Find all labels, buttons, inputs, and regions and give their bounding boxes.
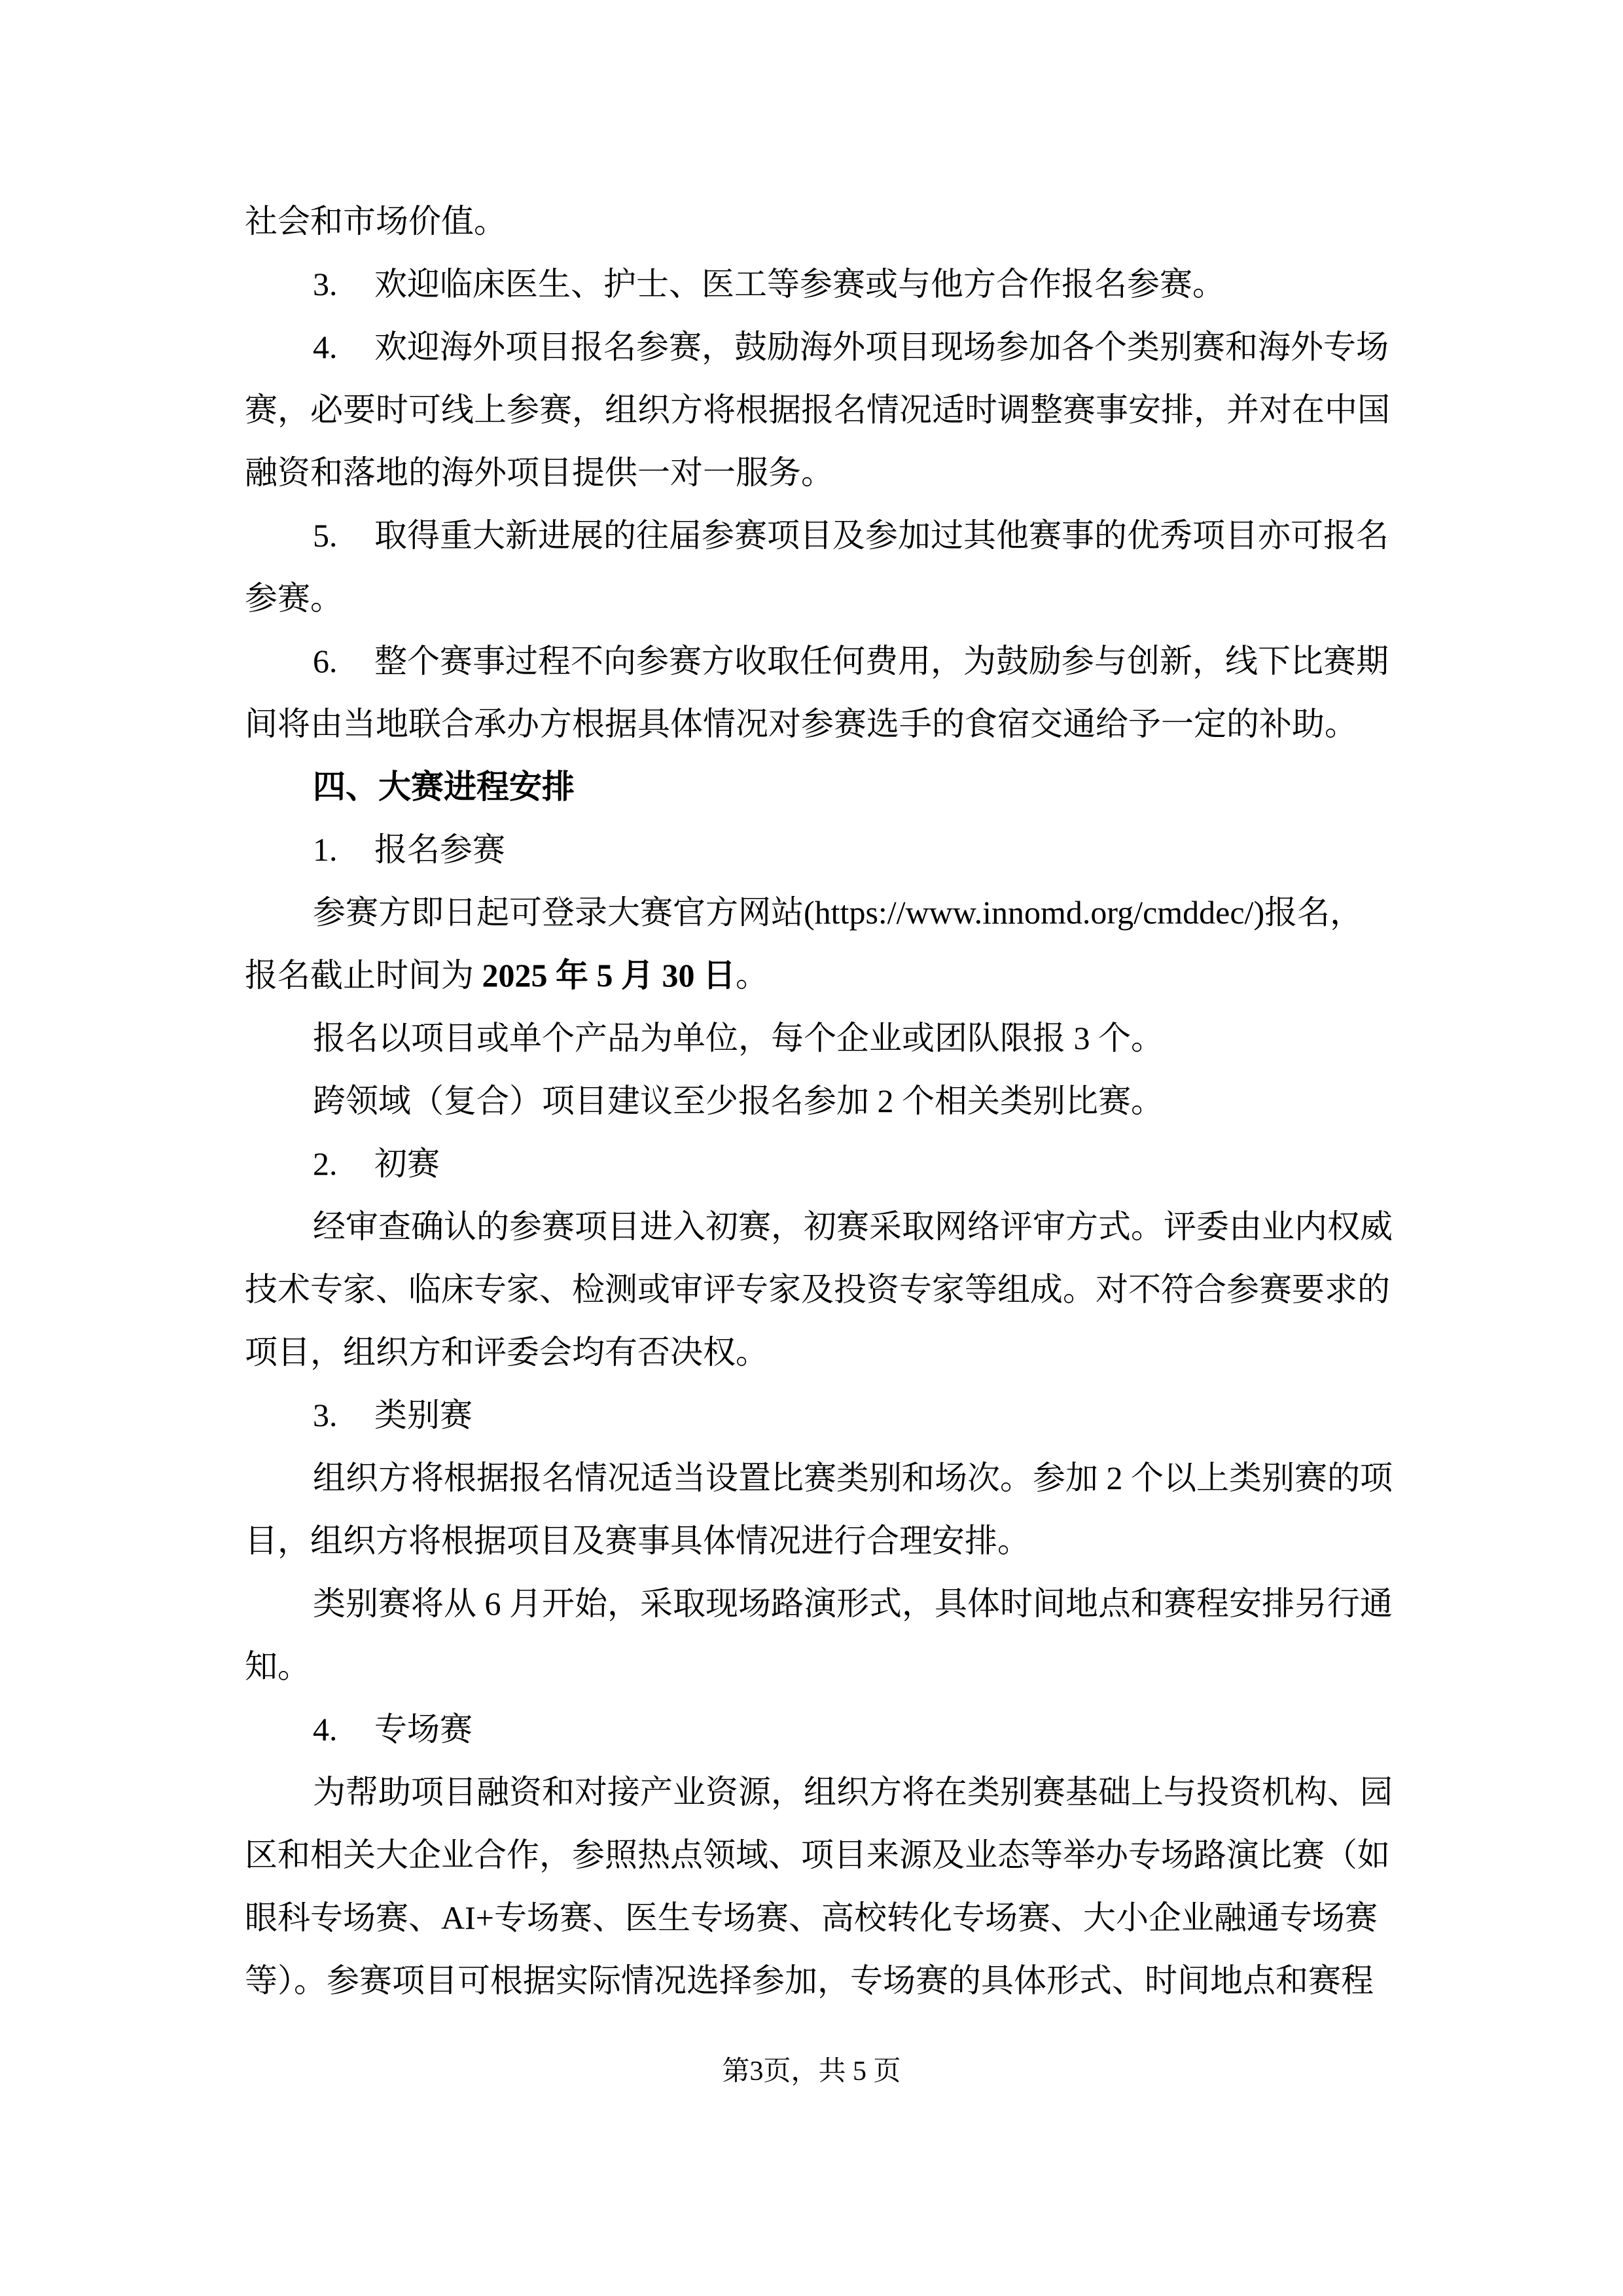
page-number: 第3页，共 5 页 — [722, 2056, 901, 2087]
list-number: 6. — [313, 643, 338, 679]
text-line — [245, 567, 1385, 630]
list-number: 4. — [313, 329, 338, 365]
text-run: 类别赛将从 6 月开始，采取现场路演形式，具体时间地点和赛程安排另行通 — [313, 1585, 1393, 1622]
text-run: 初赛 — [374, 1145, 440, 1182]
list-number: 3. — [313, 266, 338, 302]
text-line — [245, 1635, 1385, 1698]
text-run: 间将由当地联合承办方根据具体情况对参赛选手的食宿交通给予一定的补助。 — [245, 706, 1357, 742]
text-run: 类别赛 — [374, 1397, 473, 1433]
text-run: )报名， — [1253, 894, 1363, 931]
text-run: 报名以项目或单个产品为单位，每个企业或团队限报 3 个。 — [313, 1020, 1164, 1056]
text-run: 项目，组织方和评委会均有否决权。 — [245, 1334, 768, 1371]
text-run: 参赛。 — [245, 580, 343, 617]
text-run: 参赛方即日起可登录大赛官方网站( — [313, 894, 815, 931]
text-line — [245, 1572, 1393, 1635]
text-line — [245, 944, 1385, 1007]
text-run: 整个赛事过程不向参赛方收取任何费用，为鼓励参与创新，线下比赛期 — [374, 643, 1389, 679]
text-run: 等）。参赛项目可根据实际情况选择参加，专场赛的具体形式、时间地点和赛程 — [245, 1962, 1374, 1999]
text-run: 融资和落地的海外项目提供一对一服务。 — [245, 454, 834, 491]
text-run: 区和相关大企业合作，参照热点领域、项目来源及业态等举办专场路演比赛（如 — [245, 1837, 1390, 1873]
text-run: 取得重大新进展的往届参赛项目及参加过其他赛事的优秀项目亦可报名 — [374, 517, 1389, 554]
page-footer — [0, 2051, 1623, 2092]
text-run: 眼科专场赛、AI+专场赛、医生专场赛、高校转化专场赛、大小企业融通专场赛 — [245, 1899, 1378, 1936]
text-run: 欢迎临床医生、护士、医工等参赛或与他方合作报名参赛。 — [374, 266, 1225, 302]
text-line — [245, 1509, 1385, 1572]
text-run: 为帮助项目融资和对接产业资源，组织方将在类别赛基础上与投资机构、园 — [313, 1774, 1393, 1810]
text-run: 跨领域（复合）项目建议至少报名参加 2 个相关类别比赛。 — [313, 1083, 1164, 1119]
competition-website-link[interactable]: https://www.innomd.org/cmddec/ — [814, 894, 1254, 931]
document-body — [245, 190, 1393, 2012]
text-run: 赛，必要时可线上参赛，组织方将根据报名情况适时调整赛事安排，并对在中国 — [245, 391, 1390, 428]
numbered-item — [245, 818, 1385, 881]
text-line — [245, 190, 1385, 253]
numbered-item — [245, 1384, 1385, 1446]
text-line — [245, 1321, 1385, 1384]
text-line — [245, 441, 1385, 504]
list-number: 1. — [313, 831, 338, 868]
text-line — [245, 1761, 1393, 1823]
text-run: 目，组织方将根据项目及赛事具体情况进行合理安排。 — [245, 1522, 1030, 1559]
text-line — [245, 378, 1390, 441]
text-run: 经审查确认的参赛项目进入初赛，初赛采取网络评审方式。评委由业内权威 — [313, 1208, 1393, 1245]
list-number: 4. — [313, 1711, 338, 1748]
text-line — [245, 1949, 1385, 2012]
registration-deadline: 2025 年 5 月 30 日 — [482, 957, 736, 994]
text-line — [245, 881, 1385, 944]
text-run: 知。 — [245, 1648, 310, 1685]
text-line — [245, 1823, 1390, 1886]
text-line — [245, 1195, 1393, 1258]
text-line — [245, 1886, 1385, 1949]
numbered-item — [245, 630, 1389, 692]
list-number: 5. — [313, 517, 338, 554]
text-line — [245, 1069, 1385, 1132]
text-run: 专场赛 — [374, 1711, 473, 1748]
text-run: 欢迎海外项目报名参赛，鼓励海外项目现场参加各个类别赛和海外专场 — [374, 329, 1389, 365]
section-heading — [245, 755, 1385, 818]
text-line — [245, 1446, 1393, 1509]
text-line — [245, 1007, 1385, 1069]
numbered-item — [245, 315, 1389, 378]
text-line — [245, 1258, 1390, 1321]
text-line — [245, 692, 1385, 755]
text-run: 社会和市场价值。 — [245, 203, 507, 240]
text-run: 组织方将根据报名情况适当设置比赛类别和场次。参加 2 个以上类别赛的项 — [313, 1460, 1393, 1496]
section-heading-text: 四、大赛进程安排 — [313, 768, 575, 805]
numbered-item — [245, 1698, 1385, 1761]
numbered-item — [245, 253, 1385, 315]
numbered-item — [245, 504, 1389, 567]
list-number: 2. — [313, 1145, 338, 1182]
numbered-item — [245, 1132, 1385, 1195]
text-run: 报名截止时间为 — [245, 957, 482, 994]
text-run: 。 — [736, 957, 768, 994]
text-run: 技术专家、临床专家、检测或审评专家及投资专家等组成。对不符合参赛要求的 — [245, 1271, 1390, 1308]
list-number: 3. — [313, 1397, 338, 1433]
text-run: 报名参赛 — [374, 831, 505, 868]
